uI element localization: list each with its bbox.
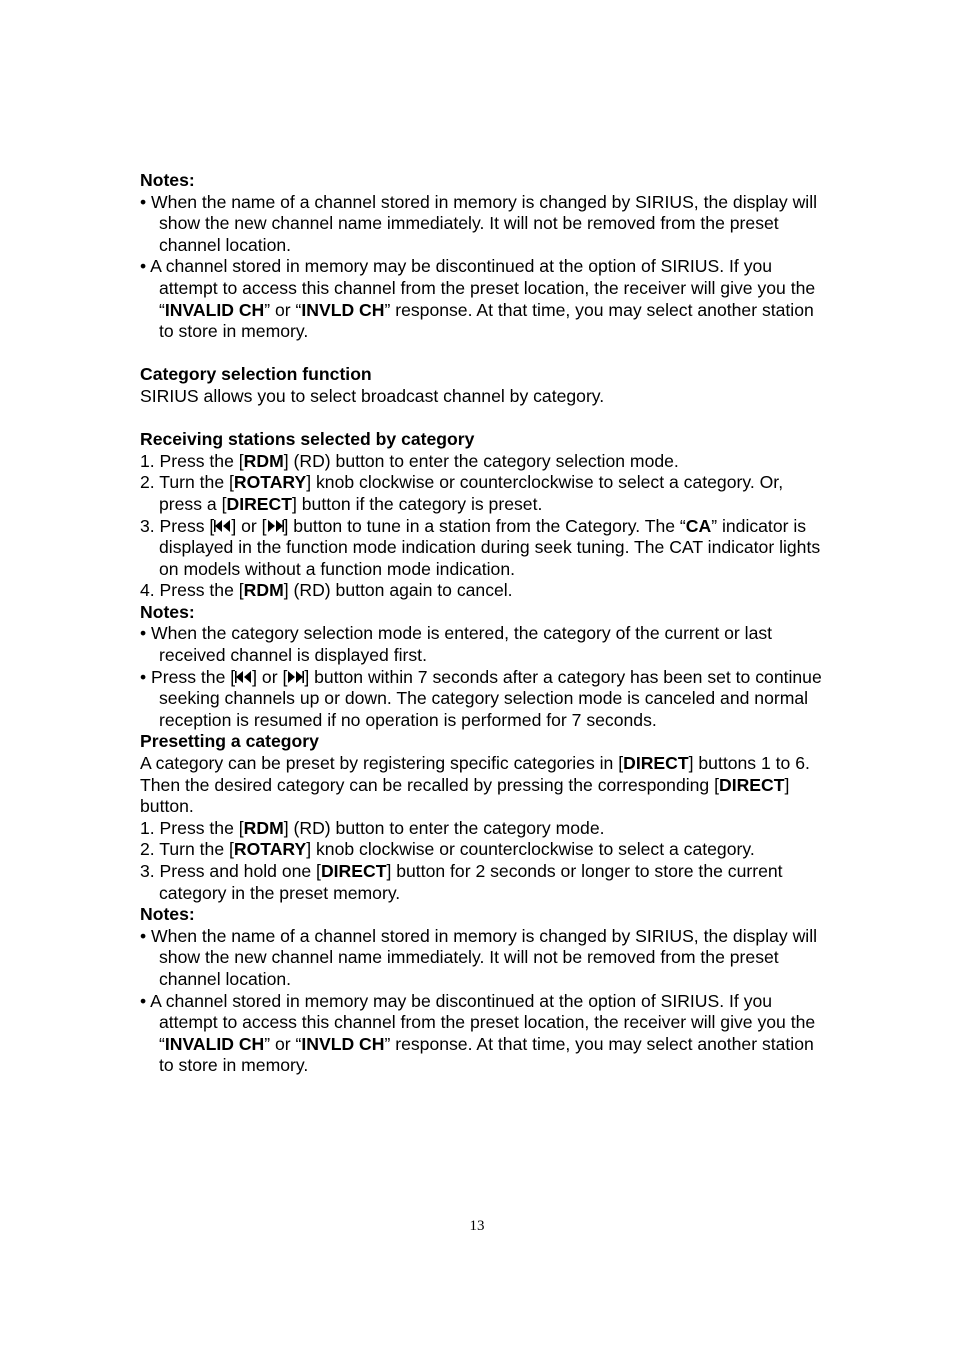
step-item: 3. Press [ ] or [ ] button to tune in a station from the Category. The “CA” indicator is displayed in the function mode indication during seek tuning. The CAT indicator lights on models without a function mode indication. (140, 515, 821, 579)
note-item: • A channel stored in memory may be discontinued at the option of SIRIUS. If you attempt to access this channel from the preset location, the receiver will give you the “INVALID CH” or “INVLD CH” response. At that time, you may select another station to store in memory. (140, 990, 816, 1076)
step-item: 2. Turn the [ROTARY] knob clockwise or counterclockwise to select a category. (140, 839, 755, 860)
step-item: 1. Press the [RDM] (RD) button to enter the category selection mode. (140, 450, 679, 471)
page-number: 13 (469, 1218, 485, 1234)
seek-back-icon (235, 670, 252, 684)
notes-heading: Notes: (140, 170, 195, 190)
note-item: • When the name of a channel stored in memory is changed by SIRIUS, the display will show the new channel name immediately. It will not be removed from the preset channel location. (140, 925, 818, 989)
seek-forward-icon (287, 670, 304, 684)
section-heading: Receiving stations selected by category (140, 429, 475, 450)
page-content (140, 170, 824, 1077)
section-text: A category can be preset by registering specific categories in [DIRECT] buttons 1 to 6. Then the desired category can be recalled by pressing the corresponding [DIRECT] button. (140, 753, 810, 817)
seek-forward-icon (267, 519, 284, 533)
section-heading: Presetting a category (140, 731, 319, 752)
notes-heading: Notes: (140, 904, 195, 925)
step-item: 3. Press and hold one [DIRECT] button for 2 seconds or longer to store the current category in the preset memory. (140, 861, 783, 903)
notes-heading: Notes: (140, 601, 195, 622)
step-item: 4. Press the [RDM] (RD) button again to cancel. (140, 580, 513, 601)
section-heading: Category selection function (140, 364, 372, 385)
step-item: 2. Turn the [ROTARY] knob clockwise or counterclockwise to select a category. Or, press a [DIRECT] button if the category is preset. (140, 472, 784, 514)
section-text: SIRIUS allows you to select broadcast channel by category. (140, 385, 605, 406)
note-item: • When the category selection mode is entered, the category of the current or last received channel is displayed first. (140, 623, 773, 666)
note-item: • Press the [ ] or [ ] button within 7 seconds after a category has been set to continue seeking channels up or down. The category selection mode is canceled and normal reception is resumed if no operation is performed for 7 seconds. (140, 666, 822, 730)
note-item: • When the name of a channel stored in memory is changed by SIRIUS, the display will show the new channel name immediately. It will not be removed from the preset channel location. (140, 191, 818, 255)
seek-back-icon (214, 519, 231, 533)
note-item: • A channel stored in memory may be discontinued at the option of SIRIUS. If you attempt to access this channel from the preset location, the receiver will give you the “INVALID CH” or “INVLD CH” response. At that time, you may select another station to store in memory. (140, 256, 816, 342)
step-item: 1. Press the [RDM] (RD) button to enter the category mode. (140, 817, 605, 838)
